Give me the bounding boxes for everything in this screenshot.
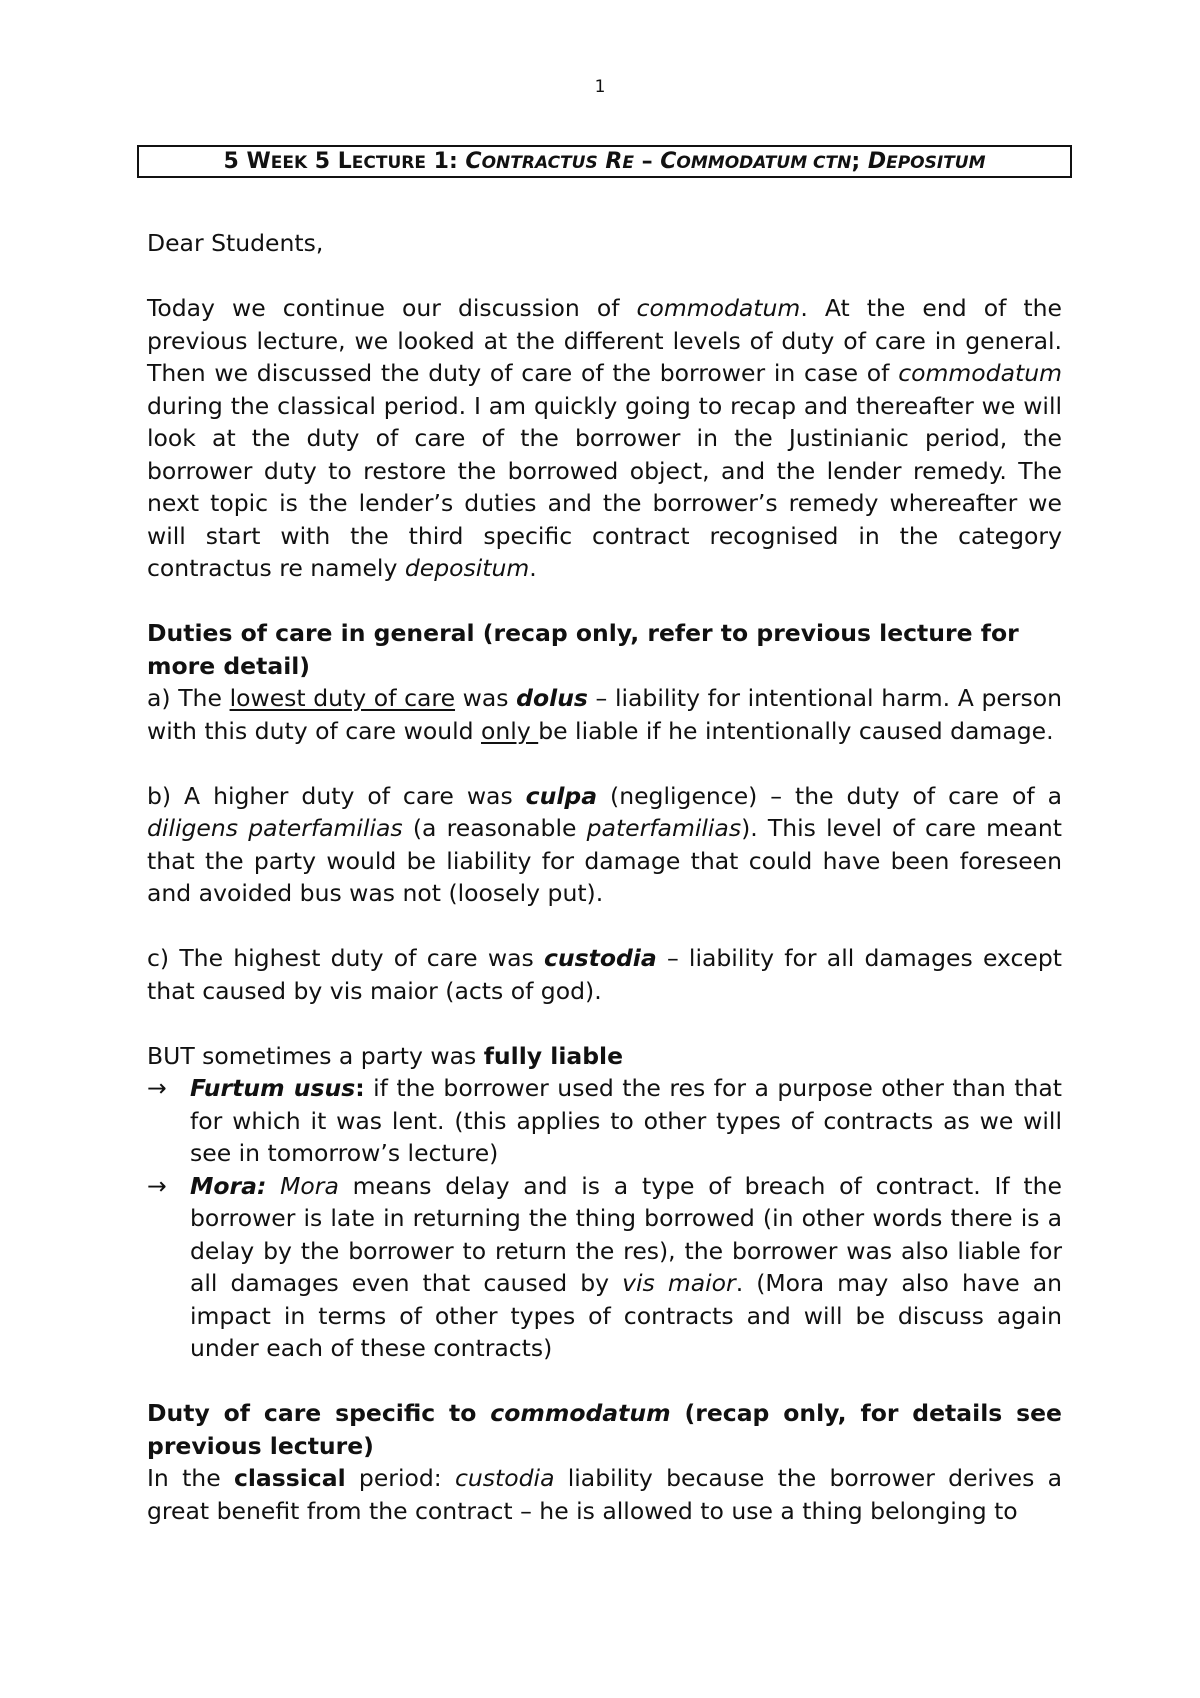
text: was: [455, 684, 517, 712]
text: b) A higher duty of care was: [147, 781, 526, 810]
text: vis maior: [622, 1269, 736, 1297]
intro-paragraph: [147, 292, 1062, 585]
text: depositum: [404, 554, 530, 582]
fully-liable-line: [147, 1040, 1062, 1073]
duty-dolus: [147, 682, 1062, 747]
text: . (Mora may also have an impact in terms of other types of contracts and will be discuss again under each of these contracts): [190, 1269, 1062, 1362]
list-item: [147, 1072, 1062, 1170]
title-part: 5 W: [223, 149, 271, 174]
text: paterfamilias: [586, 814, 742, 842]
duty-culpa: [147, 780, 1062, 910]
title-part: ONTRACTUS: [481, 153, 598, 173]
text: .: [529, 554, 537, 582]
text: Furtum usus: [190, 1074, 356, 1102]
text: commodatum: [898, 359, 1062, 387]
text: :: [355, 1074, 365, 1102]
arrow-icon: →: [147, 1171, 167, 1200]
greeting: Dear Students,: [147, 229, 324, 257]
text: – liability for intentional harm. A person with this duty of care would: [147, 684, 1062, 745]
section-heading: [147, 1397, 1062, 1462]
title-part: 1:: [425, 149, 466, 174]
text: Duties of care in general (recap only, refer to previous lecture for more detail): [147, 619, 1019, 680]
lecture-title: [137, 145, 1072, 178]
title-part: R: [597, 149, 623, 174]
text: custodia: [543, 944, 657, 972]
title-part: –: [633, 149, 661, 174]
arrow-icon: →: [147, 1074, 167, 1102]
title-part: C: [660, 149, 677, 174]
text: during the classical period. I am quickly going to recap and thereafter we will look at the duty of care of the borrower in the Justinianic period, the borrower duty to restore the borrowed object, and the lender remedy. The next topic is the lender’s duties and the borrower’s remedy whereafter we will start with the third specific contract recognised in the category contractus re namely: [147, 391, 1062, 582]
text: c) The highest duty of care was: [147, 944, 544, 972]
duty-custodia: [147, 942, 1062, 1007]
title-part: 5 L: [307, 149, 352, 174]
text: . At the end of the previous lecture, we looked at the different levels of duty of care in general. Then we discussed the duty of care of the borrower in case of: [147, 294, 1062, 387]
text: liability because the borrower derives a great benefit from the contract – he is allowed to use a thing belonging to: [147, 1464, 1062, 1525]
text: fully liable: [483, 1041, 624, 1070]
title-part: EEK: [270, 153, 308, 173]
section-heading: [147, 617, 1062, 682]
text: classical: [233, 1464, 346, 1492]
text: In the: [147, 1464, 234, 1492]
text: be liable if he intentionally caused damage.: [538, 716, 1054, 745]
text: lowest duty of care: [229, 684, 456, 712]
furtum-usus-text: [190, 1072, 1062, 1170]
title-part: OMMODATUM CTN: [676, 153, 852, 173]
text: [266, 1172, 280, 1200]
text: diligens paterfamilias: [147, 814, 403, 842]
title-part: ;: [851, 149, 868, 174]
text: (a reasonable: [402, 814, 587, 842]
title-part: D: [867, 149, 887, 174]
list-item: [147, 1170, 1062, 1365]
classical-period-paragraph: [147, 1462, 1062, 1527]
text: a) The: [147, 684, 230, 712]
text: dolus: [516, 684, 588, 712]
title-part: C: [465, 149, 482, 174]
text: means delay and is a type of breach of contract. If the borrower is late in returning the thing borrowed (in other words there is a delay by the borrower to return the res), the borrower was also liable for all damages even that caused by: [190, 1171, 1062, 1297]
text: culpa: [525, 781, 598, 810]
text: period:: [345, 1464, 455, 1492]
text: commodatum: [636, 294, 801, 322]
title-part: E: [622, 153, 634, 173]
text: if the borrower used the res for a purpose other than that for which it was lent. (this applies to other types of contracts as we will see in tomorrow’s lecture): [190, 1074, 1062, 1167]
text: – liability for all damages except that caused by vis maior (acts of god).: [147, 944, 1063, 1005]
text: Today we continue our discussion of: [147, 294, 637, 322]
text: ). This level of care meant that the party would be liability for damage that could have been foreseen and avoided bus was not (loosely put).: [147, 814, 1062, 907]
text: Mora: [280, 1171, 339, 1200]
text: (recap only, for details see previous lecture): [147, 1399, 1062, 1460]
page-number: 1: [594, 77, 606, 97]
title-part: EPOSITUM: [886, 153, 986, 173]
text: commodatum: [490, 1399, 671, 1427]
text: BUT sometimes a party was: [147, 1041, 484, 1070]
text: only: [481, 716, 539, 745]
mora-text: [190, 1170, 1062, 1365]
title-part: ECTURE: [351, 153, 426, 173]
text: (negligence) – the duty of care of a: [597, 781, 1062, 810]
text: Duty of care specific to: [147, 1399, 491, 1427]
document-body: [147, 227, 1062, 1527]
text: custodia: [454, 1464, 555, 1492]
text: Mora:: [190, 1171, 267, 1200]
